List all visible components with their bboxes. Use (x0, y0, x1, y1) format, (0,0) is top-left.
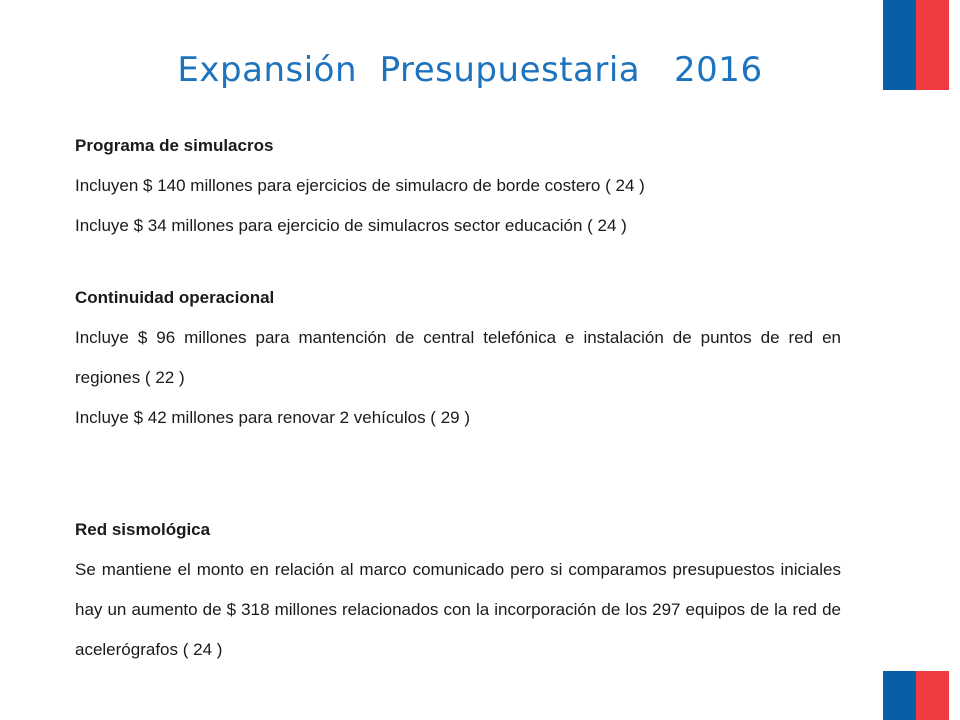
paragraph: Incluye $ 96 millones para mantención de central telefónica e instalación de puntos de red en regiones ( 22 ) (75, 328, 841, 387)
section-red-sismologica (75, 510, 841, 670)
section-programa-de-simulacros (75, 126, 841, 246)
slide-title: Expansión Presupuestaria 2016 (177, 50, 763, 90)
paragraph: Incluye $ 34 millones para ejercicio de simulacros sector educación ( 24 ) (75, 216, 627, 235)
section-continuidad-operacional (75, 278, 841, 438)
flag-stripe-red (916, 671, 949, 720)
flag-stripe-blue (883, 671, 916, 720)
section-heading: Programa de simulacros (75, 136, 274, 155)
section-heading: Continuidad operacional (75, 288, 275, 307)
slide-body (75, 126, 841, 670)
paragraph: Incluye $ 42 millones para renovar 2 vehículos ( 29 ) (75, 408, 470, 427)
spacer (75, 246, 841, 278)
paragraph: Incluyen $ 140 millones para ejercicios de simulacro de borde costero ( 24 ) (75, 176, 645, 195)
paragraph: Se mantiene el monto en relación al marco comunicado pero si comparamos presupuestos iniciales hay un aumento de $ 318 millones relacionados con la incorporación de los 297 equipos de la red de acelerógrafos ( 24 ) (75, 560, 841, 659)
section-heading: Red sismológica (75, 520, 211, 539)
flag-decoration-bottom (883, 671, 949, 720)
spacer (75, 438, 841, 510)
